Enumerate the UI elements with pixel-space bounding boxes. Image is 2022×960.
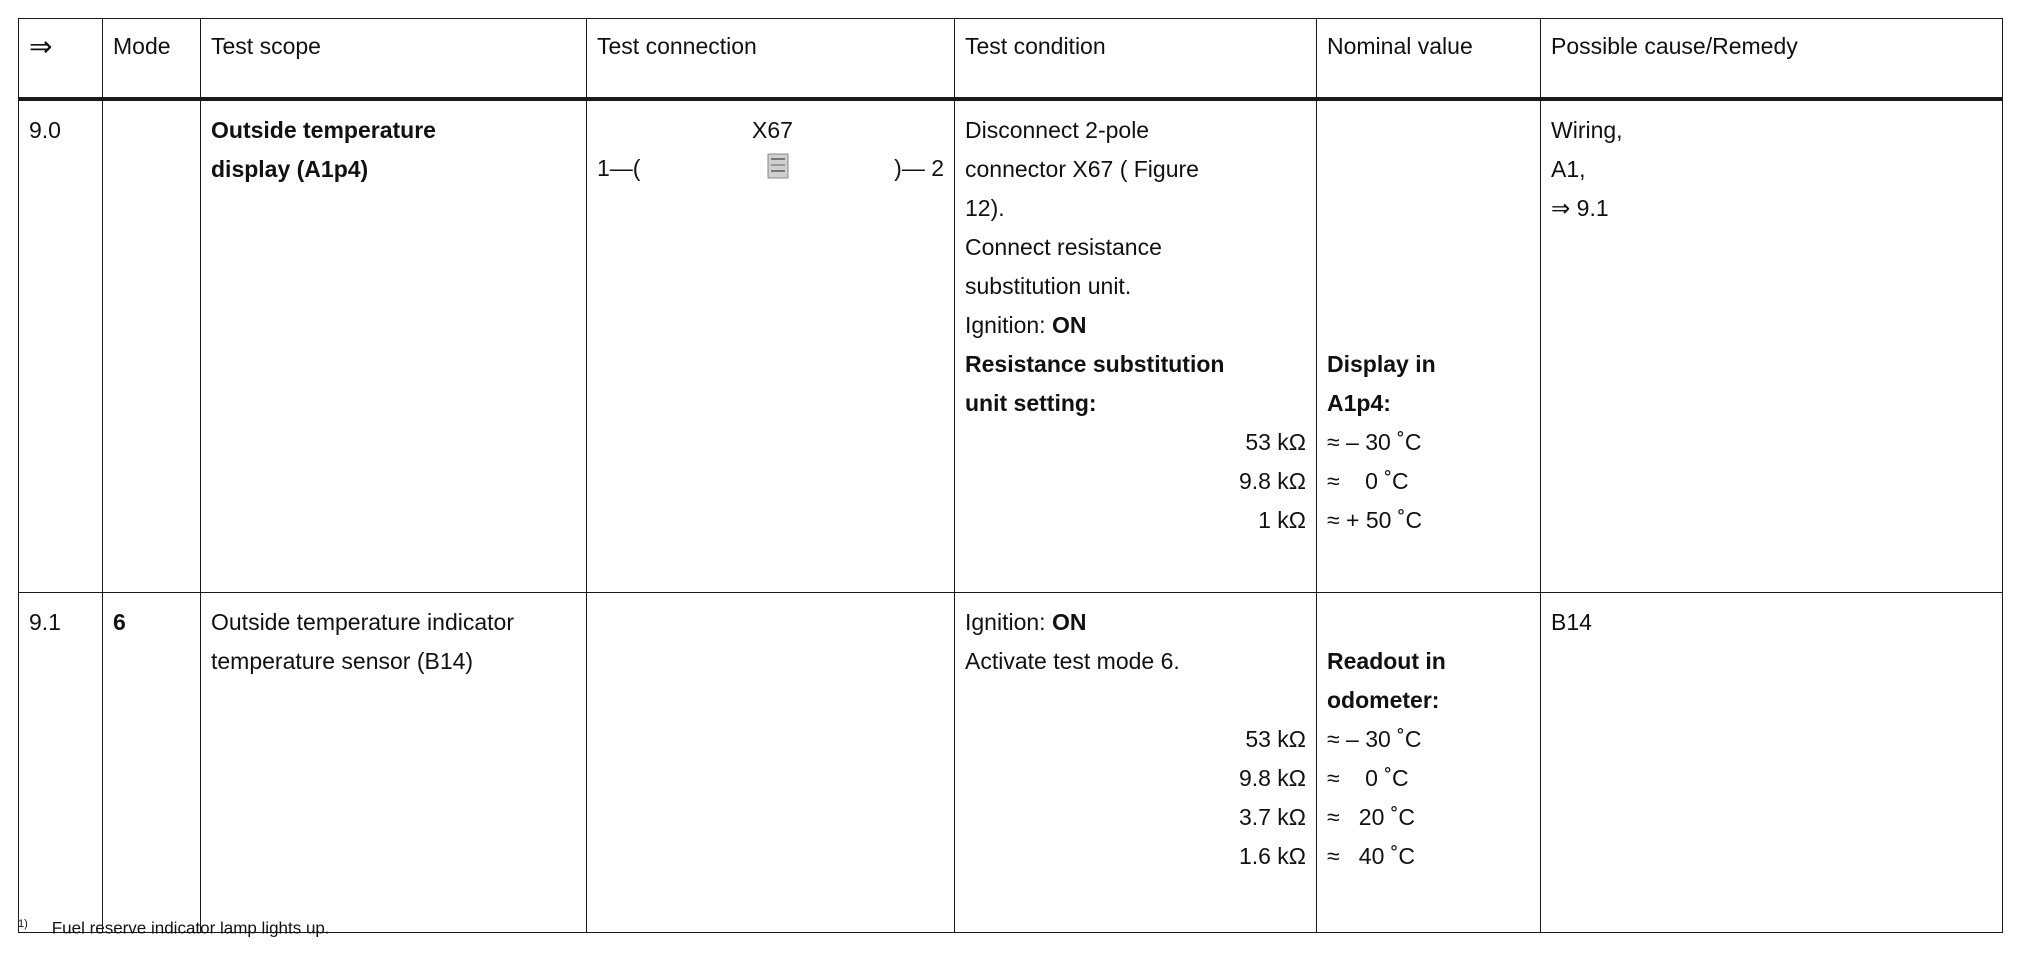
remedy-line: Wiring, [1551,117,1623,143]
ignition-value: ON [1051,609,1087,635]
test-table [18,18,2003,933]
header-test-connection: Test connection [587,19,955,100]
condition-line: 12). [965,195,1005,221]
footnote [18,918,330,939]
table-row [19,99,2003,593]
nominal-value: ≈ – 30 ˚C [1327,429,1422,455]
connector-label: X67 [752,117,793,143]
nominal-heading: A1p4: [1327,390,1391,416]
header-arrow: ⇒ [19,19,103,100]
remedy-line: A1, [1551,156,1586,182]
scope-cell [201,99,587,593]
condition-line: substitution unit. [965,273,1132,299]
ignition-value: ON [1051,312,1087,338]
condition-cell [955,593,1317,933]
ignition-line [965,603,1306,642]
pin-right: )— 2 [894,155,944,181]
mode-cell [103,593,201,933]
nominal-heading: Readout in [1327,648,1446,674]
scope-line: Outside temperature indicator [211,609,514,635]
scope-line: Outside temperature [211,117,436,143]
ignition-label: Ignition: [965,609,1052,635]
header-mode: Mode [103,19,201,100]
nominal-cell [1317,593,1541,933]
condition-line: Disconnect 2-pole [965,117,1150,143]
mode-value: 6 [113,609,126,635]
remedy-link[interactable]: ⇒ 9.1 [1551,195,1609,221]
footnote-text: Fuel reserve indicator lamp lights up. [51,918,330,938]
nominal-value: ≈ 40 ˚C [1327,843,1416,869]
nominal-cell [1317,99,1541,593]
remedy-line: B14 [1551,609,1592,635]
condition-cell [955,99,1317,593]
header-row [19,19,2003,100]
nominal-value: ≈ + 50 ˚C [1327,507,1423,533]
pin-left: 1—( [597,155,641,181]
nominal-value: ≈ 20 ˚C [1327,804,1416,830]
remedy-cell [1541,99,2003,593]
condition-line: Activate test mode 6. [965,648,1180,674]
connection-cell [587,99,955,593]
mode-cell [103,99,201,593]
table-row [19,593,2003,933]
connector-icon [767,153,789,179]
setting-line: Resistance substitution [965,351,1225,377]
scope-line: temperature sensor (B14) [211,648,474,674]
condition-line: Connect resistance [965,234,1162,260]
step-number: 9.0 [29,117,61,143]
connection-cell [587,593,955,933]
resistance-value: 1.6 kΩ [1238,843,1306,869]
header-test-condition: Test condition [955,19,1317,100]
resistance-value: 1 kΩ [1258,507,1306,533]
step-number: 9.1 [29,609,61,635]
step-cell [19,593,103,933]
header-nominal-value: Nominal value [1317,19,1541,100]
nominal-value: ≈ – 30 ˚C [1327,726,1422,752]
step-cell [19,99,103,593]
ignition-line [965,306,1306,345]
setting-line: unit setting: [965,390,1097,416]
remedy-cell [1541,593,2003,933]
scope-line: display (A1p4) [211,156,369,182]
scope-cell [201,593,587,933]
resistance-value: 3.7 kΩ [1238,804,1306,830]
resistance-value: 53 kΩ [1245,726,1306,752]
nominal-value: ≈ 0 ˚C [1327,468,1409,494]
footnote-marker: 1) [18,918,28,930]
condition-line: connector X67 ( Figure [965,156,1199,182]
resistance-value: 9.8 kΩ [1238,468,1306,494]
nominal-heading: Display in [1327,351,1436,377]
nominal-heading: odometer: [1327,687,1440,713]
resistance-value: 9.8 kΩ [1238,765,1306,791]
nominal-value: ≈ 0 ˚C [1327,765,1409,791]
ignition-label: Ignition: [965,312,1052,338]
header-possible-cause: Possible cause/Remedy [1541,19,2003,100]
connector-diagram [597,111,944,211]
header-test-scope: Test scope [201,19,587,100]
resistance-value: 53 kΩ [1245,429,1306,455]
